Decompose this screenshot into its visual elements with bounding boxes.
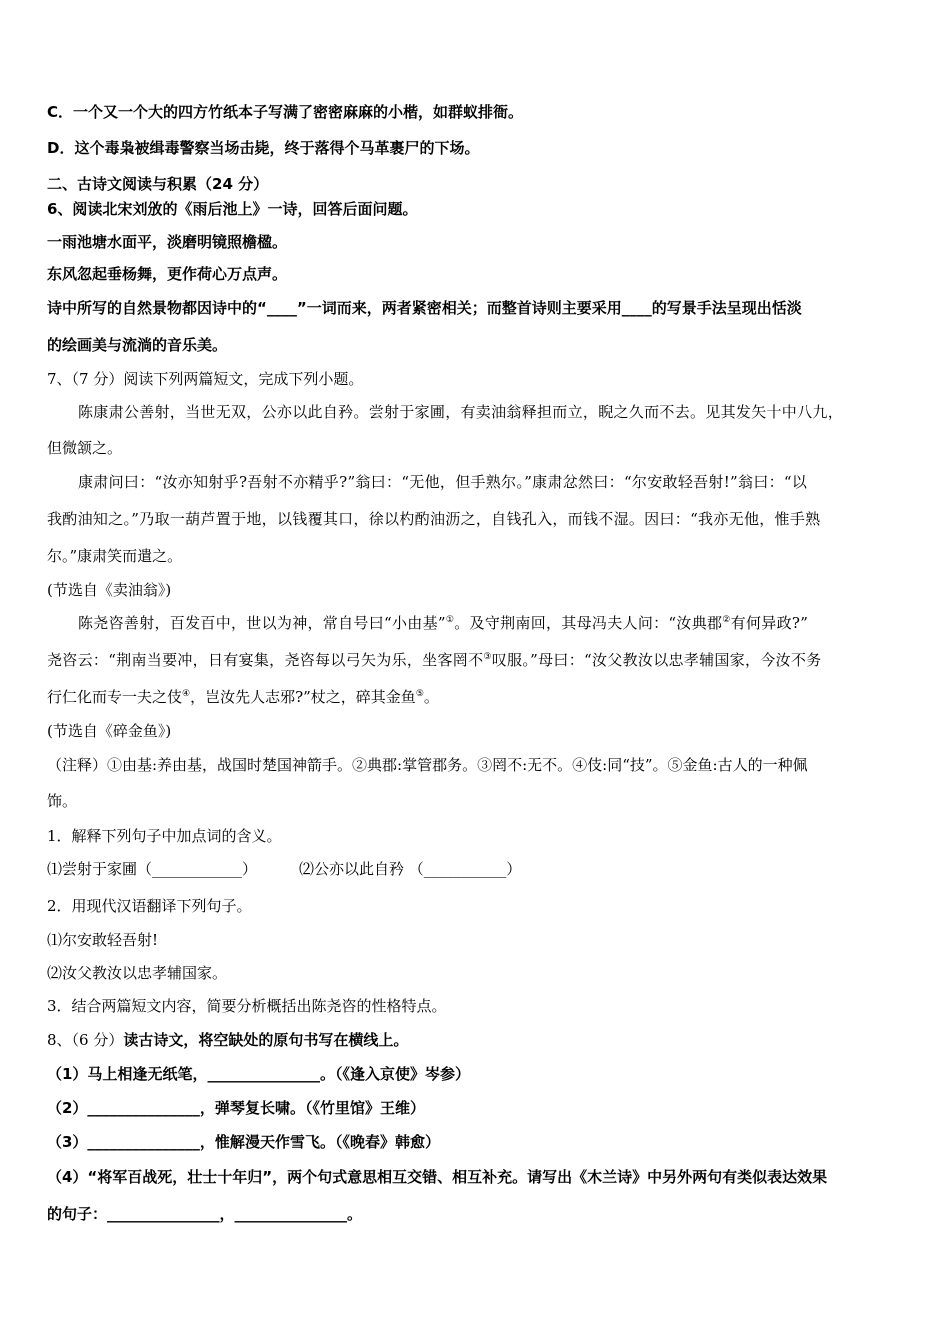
passage-2-line: 陈尧咨善射，百发百中，世以为神，常自号曰“小由基”①。及守荆南回，其母冯夫人问：“汝典郡②有何异政?” <box>78 614 809 632</box>
question-6-text-cont: 的绘画美与流淌的音乐美。 <box>47 336 228 354</box>
footnote-ref: ① <box>445 615 455 625</box>
question-8-item-3[interactable]: （3）_______________，惟解漫天作雪飞。（《晚春》韩愈） <box>47 1133 440 1151</box>
option-c: C．一个又一个大的四方竹纸本子写满了密密麻麻的小楷，如群蚁排衙。 <box>47 103 524 121</box>
source-1: (节选自《卖油翁》) <box>47 581 172 599</box>
blank-item-2[interactable]: ⑵公亦以此自矜 （___________） <box>299 860 522 878</box>
passage-1-line: 但微颔之。 <box>47 439 123 457</box>
question-8: 8、（6 分）读古诗文，将空缺处的原句书写在横线上。 <box>47 1031 409 1049</box>
footnote-ref: ② <box>722 615 731 625</box>
source-2: (节选自《碎金鱼》) <box>47 722 172 740</box>
section-heading: 二、古诗文阅读与积累（24 分） <box>47 175 269 193</box>
question-8-item-2[interactable]: （2）_______________，弹琴复长啸。（《竹里馆》王维） <box>47 1099 425 1117</box>
question-8-item-4: （4）“将军百战死，壮士十年归”，两个句式意思相互交错、相互补充。请写出《木兰诗》中另外两句有类似表达效果 <box>47 1168 828 1186</box>
question-8-item-4-cont[interactable]: 的句子：_______________，_______________。 <box>47 1205 363 1223</box>
passage-1-line: 陈康肃公善射，当世无双，公亦以此自矜。尝射于家圃，有卖油翁释担而立，睨之久而不去。见其发矢十中八九， <box>78 403 844 421</box>
poem-line-2: 东风忽起垂杨舞，更作荷心万点声。 <box>47 265 288 283</box>
passage-1-line: 康肃问曰：“汝亦知射乎?吾射不亦精乎?”翁曰：“无他，但手熟尔。”康肃忿然曰：“尔安敢轻吾射!”翁曰：“以 <box>78 473 808 491</box>
passage-1-line: 尔。”康肃笑而遣之。 <box>47 547 183 565</box>
passage-2-line: 行仁化而专一夫之伎④，岂汝先人志邪?”杖之，碎其金鱼⑤。 <box>47 688 439 706</box>
sub-question-2: 2．用现代汉语翻译下列句子。 <box>47 897 252 915</box>
sub-question-1: 1．解释下列句子中加点词的含义。 <box>47 827 282 845</box>
poem-line-1: 一雨池塘水面平，淡磨明镜照檐楹。 <box>47 233 288 251</box>
sub-question-2b: ⑵汝父教汝以忠孝辅国家。 <box>47 964 228 982</box>
question-8-item-1[interactable]: （1）马上相逢无纸笔，_______________。（《逢入京使》岑参） <box>47 1065 470 1083</box>
passage-2-line: 尧咨云：“荆南当要冲，日有宴集，尧咨每以弓矢为乐，坐客罔不③叹服。”母曰：“汝父教汝以忠孝辅国家，今汝不务 <box>47 651 822 669</box>
sub-question-2a: ⑴尔安敢轻吾射! <box>47 931 159 949</box>
option-d: D．这个毒枭被缉毒警察当场击毙，终于落得个马革裹尸的下场。 <box>47 139 480 157</box>
passage-1-line: 我酌油知之。”乃取一葫芦置于地，以钱覆其口，徐以杓酌油沥之，自钱孔入，而钱不湿。因曰：“我亦无他，惟手熟 <box>47 510 821 528</box>
blank-item-1[interactable]: ⑴尝射于家圃（____________） <box>47 860 258 878</box>
footnote-ref: ③ <box>483 652 492 662</box>
question-7: 7、（7 分）阅读下列两篇短文，完成下列小题。 <box>47 370 364 388</box>
footnote-ref: ⑤ <box>415 689 424 699</box>
sub-question-1-items <box>47 859 910 879</box>
question-6-text: 诗中所写的自然景物都因诗中的“____”一词而来，两者紧密相关；而整首诗则主要采用____的写景手法呈现出恬淡 <box>47 299 802 317</box>
footnote-ref: ④ <box>182 689 191 699</box>
annotation-cont: 饰。 <box>47 792 78 810</box>
annotation: （注释）①由基:养由基，战国时楚国神箭手。②典郡:掌管郡务。③罔不:无不。④伎:同“技”。⑤金鱼:古人的一种佩 <box>47 756 808 774</box>
sub-question-3: 3．结合两篇短文内容，简要分析概括出陈尧咨的性格特点。 <box>47 997 447 1015</box>
question-6: 6、阅读北宋刘攽的《雨后池上》一诗，回答后面问题。 <box>47 200 418 218</box>
